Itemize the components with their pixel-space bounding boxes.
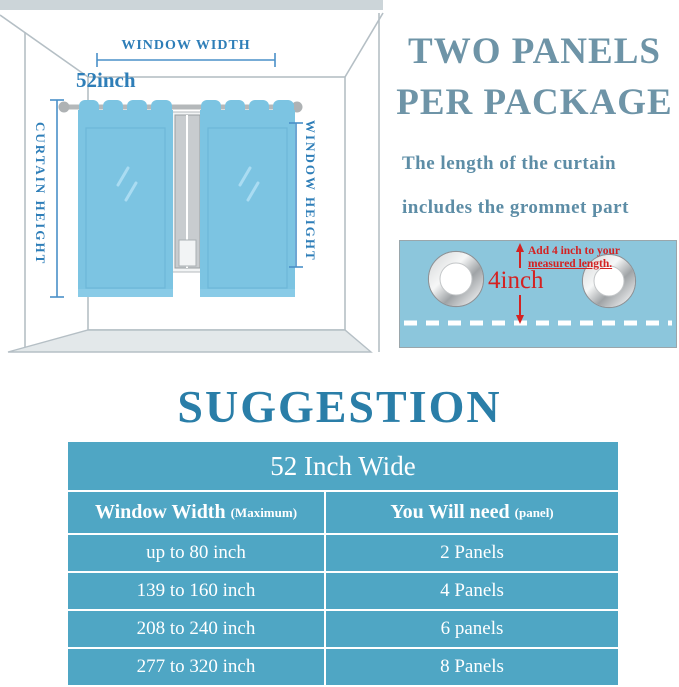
suggestion-table (68, 442, 618, 685)
window-width-value: 208 to 240 inch (68, 611, 324, 647)
grommet-note-line2: includes the grommet part (402, 197, 629, 218)
window-width-value: 277 to 320 inch (68, 649, 324, 685)
window-width-label: WINDOW WIDTH (121, 38, 251, 53)
rod-finial-left (59, 102, 70, 113)
table-header-row (68, 492, 618, 533)
grommet-note-line1: The length of the curtain (402, 153, 617, 174)
table-row (68, 573, 618, 609)
grommet-left-icon (429, 252, 484, 307)
curtain-panel-right (200, 100, 295, 297)
package-title-line2: PER PACKAGE (396, 82, 673, 123)
room-illustration (0, 0, 385, 360)
table-title-row (68, 442, 618, 490)
table-row (68, 535, 618, 571)
col2-header-note: (panel) (514, 504, 554, 520)
table-title: 52 Inch Wide (68, 442, 618, 490)
window-height-label: WINDOW HEIGHT (303, 120, 318, 262)
add-length-note-line1: Add 4 inch to your (528, 245, 621, 257)
window-width-value: up to 80 inch (68, 535, 324, 571)
curtain-height-label: CURTAIN HEIGHT (33, 122, 48, 266)
curtain-width-value: 52inch (76, 68, 136, 92)
curtain-panel-left (78, 100, 173, 297)
suggestion-heading: SUGGESTION (177, 381, 502, 432)
table-row (68, 649, 618, 685)
panels-needed-value: 4 Panels (326, 573, 618, 609)
col-header-you-will-need (326, 492, 618, 533)
col1-header-note: (Maximum) (230, 504, 298, 520)
col-header-window-width (68, 492, 324, 533)
package-title-line1: TWO PANELS (408, 31, 661, 72)
add-length-note-line2: measured length. (528, 258, 613, 270)
window-width-value: 139 to 160 inch (68, 573, 324, 609)
panels-needed-value: 8 Panels (326, 649, 618, 685)
floor (8, 330, 371, 352)
col2-header-text: You Will need (390, 501, 510, 523)
four-inch-label: 4inch (488, 267, 544, 294)
ceiling-band (0, 0, 383, 10)
panels-needed-value: 2 Panels (326, 535, 618, 571)
col1-header-text: Window Width (94, 501, 226, 523)
grommet-strip-illustration (399, 240, 677, 348)
table-row (68, 611, 618, 647)
panels-needed-value: 6 panels (326, 611, 618, 647)
